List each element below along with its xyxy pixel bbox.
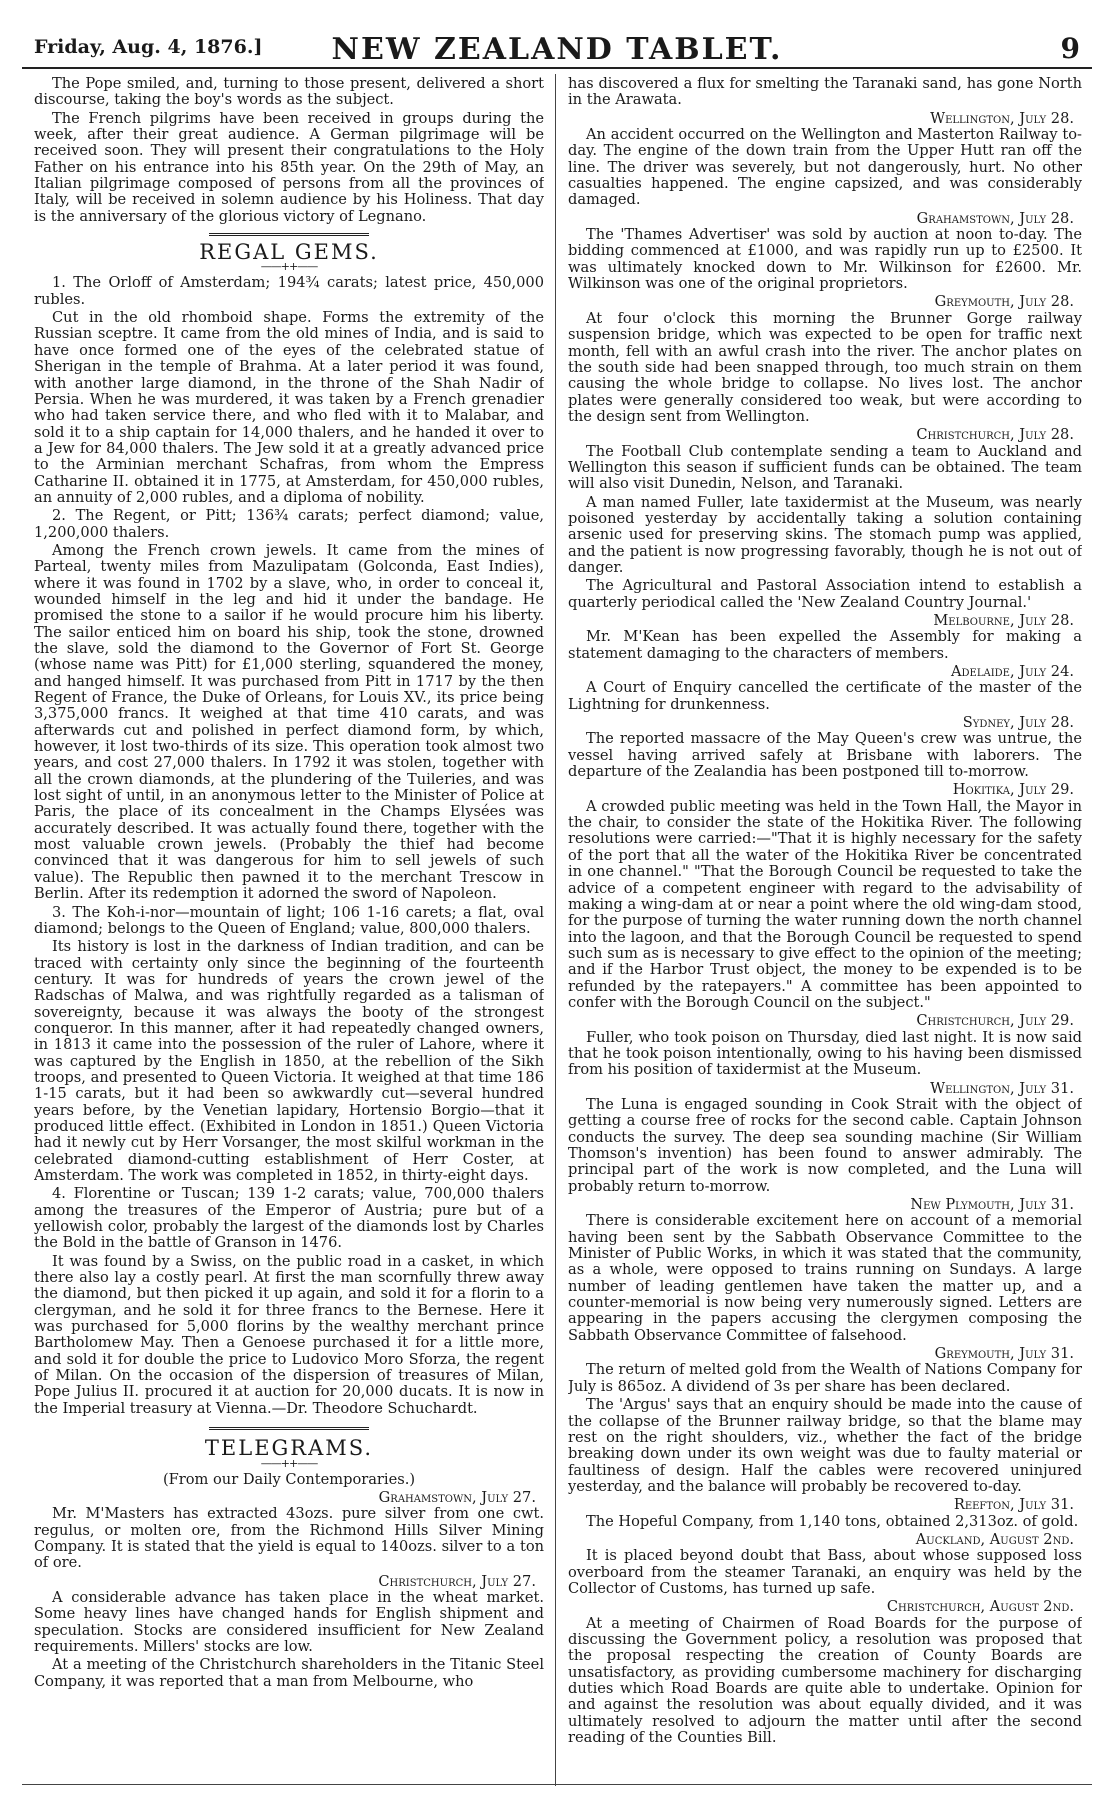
telegram-text: Fuller, who took poison on Thursday, died last night. It is now said that he took poison intentionally, owing to his having been dismissed from his position of taxidermist at the Museum.	[568, 1028, 1082, 1079]
telegram-text: At a meeting of the Christchurch shareholders in the Titanic Steel Company, it was reported that a man from Melbourne, who	[34, 1656, 544, 1690]
telegram-dateline: Reefton, July 31.	[953, 1496, 1074, 1514]
telegram-text: A crowded public meeting was held in the Town Hall, the Mayor in the chair, to consider the state of the Hokitika River. The following resolutions were carried:—"That it is highly necessary for the safety of the port that all the water of the Hokitika River be concentrated in one channel." "That the Borough Council be requested to take the advice of a competent engineer with regard to the advisability of making a wing-dam at or near a point where the old wing-dam stood, for the purpose of turning the water running down the north channel into the lagoon, and that the Borough Council be requested to spend such sum as is necessary to give effect to the opinion of the meeting; and if the Harbor Trust object, the money to be expended is to be refunded by the ratepayers." A committee has been appointed to confer with the Borough Council on the subject."	[568, 797, 1082, 1011]
section-rule	[209, 1427, 369, 1432]
article-paragraph: Its history is lost in the darkness of Indian tradition, and can be traced with certainty only since the beginning of the fourteenth century. It was for hundreds of years the crown jewel of the Radschas of Malwa, and was rightfully regarded as a talisman of sovereignty, because it was always the booty of the strongest conqueror. In this manner, after it had repeatedly changed owners, in 1813 it came into the possession of the ruler of Lahore, where it was captured by the English in 1850, at the rebellion of the Sikh troops, and presented to Queen Victoria. It weighed at that time 186 1-15 carats, but it had been so awkwardly cut—several hundred years before, by the Venetian lapidary, Hortensio Borgio—that it produced little effect. (Exhibited in London in 1851.) Queen Victoria had it newly cut by Herr Vorsanger, the most skilful workman in the celebrated diamond-cutting establishment of Herr Coster, at Amsterdam. The work was completed in 1852, in thirty-eight days.	[34, 938, 544, 1184]
telegram-text: The Football Club contemplate sending a team to Auckland and Wellington this season if sufficient funds can be obtained. The team will also visit Dunedin, Nelson, and Taranaki.	[568, 442, 1082, 493]
article-paragraph: It was found by a Swiss, on the public road in a casket, in which there also lay a costly pearl. At first the man scornfully threw away the diamond, but then picked it up again, and sold it for a florin to a clergyman, and he sold it for three francs to the Bernese. Here it was purchased for 5,000 florins by the wealthy merchant prince Bartholomew May. Then a Genoese purchased it for a little more, and sold it for double the price to Ludovico Moro Sforza, the regent of Milan. On the occasion of the dispersion of treasures of Milan, Pope Julius II. procured it at auction for 20,000 ducats. It is now in the Imperial treasury at Vienna.—Dr. Theodore Schuchardt.	[34, 1252, 544, 1417]
article-paragraph: 2. The Regent, or Pitt; 136¾ carats; perfect diamond; value, 1,200,000 thalers.	[34, 507, 544, 541]
telegram-text: The 'Thames Advertiser' was sold by auction at noon to-day. The bidding commenced at £1000, and was rapidly run up to £2500. It was ultimately knocked down to Mr. Wilkinson for £2600. Mr. Wilkinson was one of the original proprietors.	[568, 226, 1082, 293]
section-rule	[209, 233, 369, 238]
telegram-dateline: Christchurch, July 29.	[916, 1012, 1074, 1030]
section-subheading: (From our Daily Contemporaries.)	[162, 1470, 416, 1488]
telegram-dateline: Greymouth, July 31.	[934, 1345, 1074, 1363]
telegram-dateline: Christchurch, July 28.	[916, 426, 1074, 444]
ornament-divider: ——++——	[260, 1456, 318, 1470]
issue-date: Friday, Aug. 4, 1876.]	[34, 36, 263, 58]
telegram-dateline: Christchurch, August 2nd.	[886, 1598, 1074, 1616]
telegram-text: The 'Argus' says that an enquiry should be made into the cause of the collapse of the Brunner railway bridge, so that the blame may rest on the right shoulders, viz., whether the fact of the bridge breaking down under its own weight was due to faulty material or faultiness of design. Half the cables were recovered uninjured yesterday, and the balance will probably be recovered to-day.	[568, 1396, 1082, 1495]
footer-rule	[22, 1784, 1092, 1785]
telegram-text: The Luna is engaged sounding in Cook Strait with the object of getting a course free of rocks for the second cable. Captain Johnson conducts the survey. The deep sea sounding machine (Sir William Thomson's invention) has been found to answer admirably. The principal part of the work is now completed, and the Luna will probably return to-morrow.	[568, 1095, 1082, 1195]
regal-gems-section-title	[34, 233, 544, 273]
telegram-text: A considerable advance has taken place in the wheat market. Some heavy lines have changed hands for English shipment and speculation. Stocks are considered insufficient for New Zealand requirements. Millers' stocks are low.	[34, 1588, 544, 1655]
newspaper-page	[22, 0, 1092, 1805]
article-paragraph: Among the French crown jewels. It came from the mines of Parteal, twenty miles from Mazulipatam (Golconda, East Indies), where it was found in 1702 by a slave, who, in order to conceal it, wounded himself in the leg and hid it under the bandage. He promised the stone to a sailor if he would procure him his liberty. The sailor enticed him on board his ship, took the stone, drowned the slave, sold the diamond to the Governor of Fort St. George (whose name was Pitt) for £1,000 sterling, squandered the money, and hanged himself. It was purchased from Pitt in 1717 by the then Regent of France, the Duke of Orleans, for Louis XV., its price being 3,375,000 francs. It weighed at that time 410 carats, and was afterwards cut and polished in perfect diamond form, by which, however, it lost two-thirds of its size. This operation took almost two years, and cost 27,000 thalers. In 1792 it was stolen, together with all the crown diamonds, at the plundering of the Tuileries, and was lost sight of until, in an anonymous letter to the Minister of Police at Paris, the place of its concealment in the Champs Elysées was accurately described. It was actually found there, together with the most valuable crown jewels. (Probably the thief had become convinced that it was dangerous for him to sell jewels of such value). The Republic then pawned it to the merchant Trescow in Berlin. After its redemption it adorned the sword of Napoleon.	[34, 541, 544, 903]
telegram-dateline: Greymouth, July 28.	[934, 293, 1074, 311]
section-heading: TELEGRAMS.	[204, 1436, 374, 1461]
article-paragraph: Cut in the old rhomboid shape. Forms the extremity of the Russian sceptre. It came from the old mines of India, and is said to have once formed one of the eyes of the celebrated statue of Sherigan in the temple of Brahma. At a later period it was found, with another large diamond, in the throne of the Shah Nadir of Persia. When he was murdered, it was taken by a French grenadier who had taken service there, and who fled with it to Malabar, and sold it to a ship captain for 14,000 thalers, and he handed it over to a Jew for 84,000 thalers. The Jew sold it at a greatly advanced price to the Arminian merchant Schafras, from whom the Empress Catharine II. obtained it in 1775, at Amsterdam, for 450,000 rubles, an annuity of 2,000 rubles, and a diploma of nobility.	[34, 309, 544, 506]
telegram-text: An accident occurred on the Wellington and Masterton Railway to-day. The engine of the down train from the Upper Hutt ran off the line. The driver was severely, but not dangerously, hurt. No other casualties happened. The engine capsized, and was considerably damaged.	[568, 126, 1082, 209]
telegram-text: A Court of Enquiry cancelled the certificate of the master of the Lightning for drunkenness.	[568, 679, 1082, 713]
telegram-dateline: Auckland, August 2nd.	[915, 1530, 1074, 1548]
ornament-divider: ——++——	[260, 260, 318, 274]
telegram-text: Mr. M'Kean has been expelled the Assembly for making a statement damaging to the characters of members.	[568, 628, 1082, 662]
telegram-text: It is placed beyond doubt that Bass, about whose supposed loss overboard from the steamer Taranaki, an enquiry was held by the Collector of Customs, has turned up safe.	[568, 1547, 1082, 1597]
article-paragraph: The Pope smiled, and, turning to those present, delivered a short discourse, taking the boy's words as the subject.	[34, 76, 544, 109]
telegram-text: The reported massacre of the May Queen's crew was untrue, the vessel having arrived safely at Brisbane with laborers. The departure of the Zealandia has been postponed till to-morrow.	[568, 730, 1082, 781]
telegram-text: A man named Fuller, late taxidermist at the Museum, was nearly poisoned yesterday by accidentally taking a solution containing arsenic used for preserving skins. The stomach pump was applied, and the patient is now progressing favorably, though he is not out of danger.	[568, 493, 1082, 576]
telegram-dateline: Melbourne, July 28.	[933, 612, 1074, 629]
telegram-dateline: Adelaide, July 24.	[951, 663, 1074, 681]
masthead-title: NEW ZEALAND TABLET.	[331, 32, 783, 67]
telegram-dateline: Wellington, July 31.	[930, 1079, 1074, 1097]
article-paragraph: 4. Florentine or Tuscan; 139 1-2 carats; value, 700,000 thalers among the treasures of the Emperor of Austria; pure but of a yellowish color, probably the largest of the diamonds lost by Charles the Bold in the battle of Granson in 1476.	[34, 1185, 544, 1252]
telegrams-section-title	[34, 1436, 544, 1470]
telegram-text: The return of melted gold from the Wealth of Nations Company for July is 865oz. A dividend of 3s per share has been declared.	[568, 1361, 1082, 1395]
telegram-text: has discovered a flux for smelting the Taranaki sand, has gone North in the Arawata.	[568, 76, 1082, 109]
article-paragraph: 1. The Orloff of Amsterdam; 194¾ carats; latest price, 450,000 rubles.	[34, 274, 544, 308]
telegram-dateline: Grahamstown, July 27.	[378, 1488, 536, 1506]
telegram-text: The Agricultural and Pastoral Association intend to establish a quarterly periodical called the 'New Zealand Country Journal.'	[568, 577, 1082, 611]
telegram-dateline: New Plymouth, July 31.	[910, 1196, 1074, 1214]
telegram-text: Mr. M'Masters has extracted 43ozs. pure silver from one cwt. regulus, or molten ore, from the Richmond Hills Silver Mining Company. It is stated that the yield is equal to 140ozs. silver to a ton of ore.	[34, 1505, 544, 1572]
telegram-dateline: Christchurch, July 27.	[378, 1572, 536, 1590]
telegram-text: At a meeting of Chairmen of Road Boards for the purpose of discussing the Government policy, a resolution was proposed that the proposal respecting the creation of County Boards are unsatisfactory, as providing cumbersome machinery for discharging duties which Road Boards are quite able to undertake. Opinion for and against the resolution was about equally divided, and it was ultimately resolved to adjourn the matter until after the second reading of the Counties Bill.	[568, 1614, 1082, 1747]
telegram-dateline: Grahamstown, July 28.	[916, 209, 1074, 227]
telegram-dateline: Hokitika, July 29.	[952, 781, 1074, 799]
telegram-text: There is considerable excitement here on account of a memorial having been sent by the Sabbath Observance Committee to the Minister of Public Works, in which it was stated that the community, as a whole, were opposed to trains running on Sundays. A large number of leading gentlemen have taken the matter up, and a counter-memorial is now being very numerously signed. Letters are appearing in the papers accusing the clergymen composing the Sabbath Observance Committee of falsehood.	[568, 1212, 1082, 1344]
header-rule	[22, 67, 1092, 69]
telegram-text: The Hopeful Company, from 1,140 tons, obtained 2,313oz. of gold.	[586, 1512, 1079, 1530]
article-paragraph: 3. The Koh-i-nor—mountain of light; 106 1-16 carets; a flat, oval diamond; belongs to the Queen of England; value, 800,000 thalers.	[34, 903, 544, 937]
telegram-dateline: Sydney, July 28.	[962, 714, 1074, 732]
section-heading: REGAL GEMS.	[199, 240, 379, 265]
telegram-text: At four o'clock this morning the Brunner Gorge railway suspension bridge, which was expected to be open for traffic next month, fell with an awful crash into the river. The anchor plates on the south side had been snapped through, too much strain on them causing the whole bridge to collapse. No lives lost. The anchor plates were generally considered too weak, but were according to the design sent from Wellington.	[568, 309, 1082, 425]
page-header	[22, 14, 1092, 70]
column-divider	[555, 74, 556, 1786]
right-column	[568, 76, 1082, 1781]
page-number: 9	[1060, 32, 1080, 65]
telegram-dateline: Wellington, July 28.	[930, 109, 1074, 127]
left-column	[34, 76, 544, 1781]
article-paragraph: The French pilgrims have been received in groups during the week, after their great audience. A German pilgrimage will be received soon. They will present their congratulations to the Holy Father on his entrance into his 85th year. On the 29th of May, an Italian pilgrimage composed of persons from all the provinces of Italy, will be received in solemn audience by his Holiness. That day is the anniversary of the glorious victory of Legnano.	[34, 109, 544, 225]
